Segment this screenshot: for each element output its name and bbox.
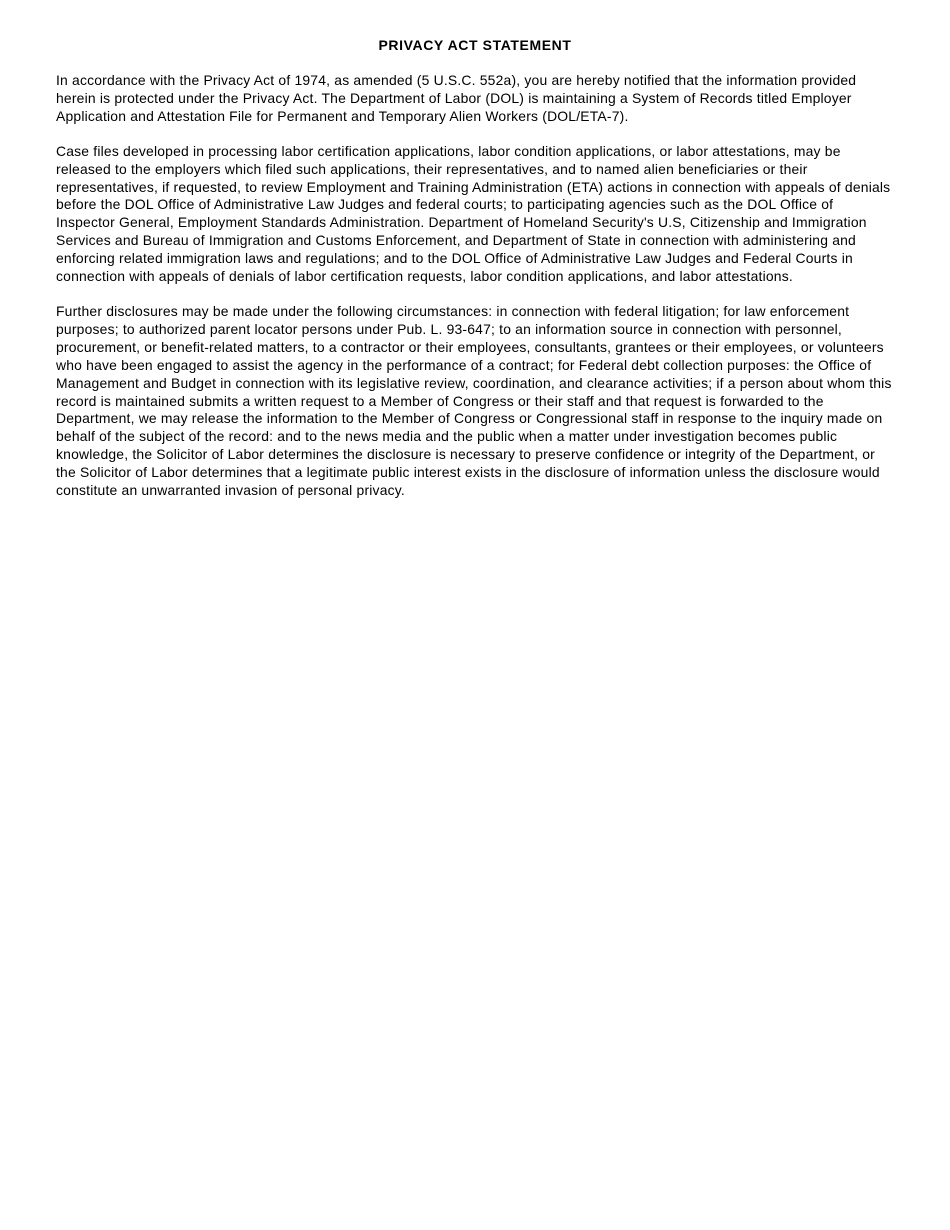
paragraph-further-disclosures: Further disclosures may be made under the following circumstances: in connection with federal litigation; for law enforcement purposes; to authorized parent locator persons under Pub. L. 93-647; to an information source in connection with personnel, procurement, or benefit-related matters, to a contractor or their employees, consultants, grantees or their employees, or volunteers who have been engaged to assist the agency in the performance of a contract; for Federal debt collection purposes: the Office of Management and Budget in connection with its legislative review, coordination, and clearance activities; if a person about whom this record is maintained submits a written request to a Member of Congress or their staff and that request is forwarded to the Department, we may release the information to the Member of Congress or Congressional staff in response to the inquiry made on behalf of the subject of the record: and to the news media and the public when a matter under investigation becomes public knowledge, the Solicitor of Labor determines the disclosure is necessary to preserve confidence or integrity of the Department, or the Solicitor of Labor determines that a legitimate public interest exists in the disclosure of information unless the disclosure would constitute an unwarranted invasion of personal privacy. (56, 302, 892, 499)
page-title: PRIVACY ACT STATEMENT (378, 37, 572, 53)
document-body (56, 72, 894, 517)
paragraph-privacy-notice: In accordance with the Privacy Act of 1974, as amended (5 U.S.C. 552a), you are hereby notified that the information provided herein is protected under the Privacy Act. The Department of Labor (DOL) is maintaining a System of Records titled Employer Application and Attestation File for Permanent and Temporary Alien Workers (DOL/ETA-7). (56, 72, 857, 124)
paragraph-case-files-release: Case files developed in processing labor certification applications, labor condition applications, or labor attestations, may be released to the employers which filed such applications, their representatives, and to named alien beneficiaries or their representatives, if requested, to review Employment and Training Administration (ETA) actions in connection with appeals of denials before the DOL Office of Administrative Law Judges and federal courts; to participating agencies such as the DOL Office of Inspector General, Employment Standards Administration. Department of Homeland Security's U.S, Citizenship and Immigration Services and Bureau of Immigration and Customs Enforcement, and Department of State in connection with administering and enforcing related immigration laws and regulations; and to the DOL Office of Administrative Law Judges and Federal Courts in connection with appeals of denials of labor certification requests, labor condition applications, and labor attestations. (56, 142, 891, 285)
